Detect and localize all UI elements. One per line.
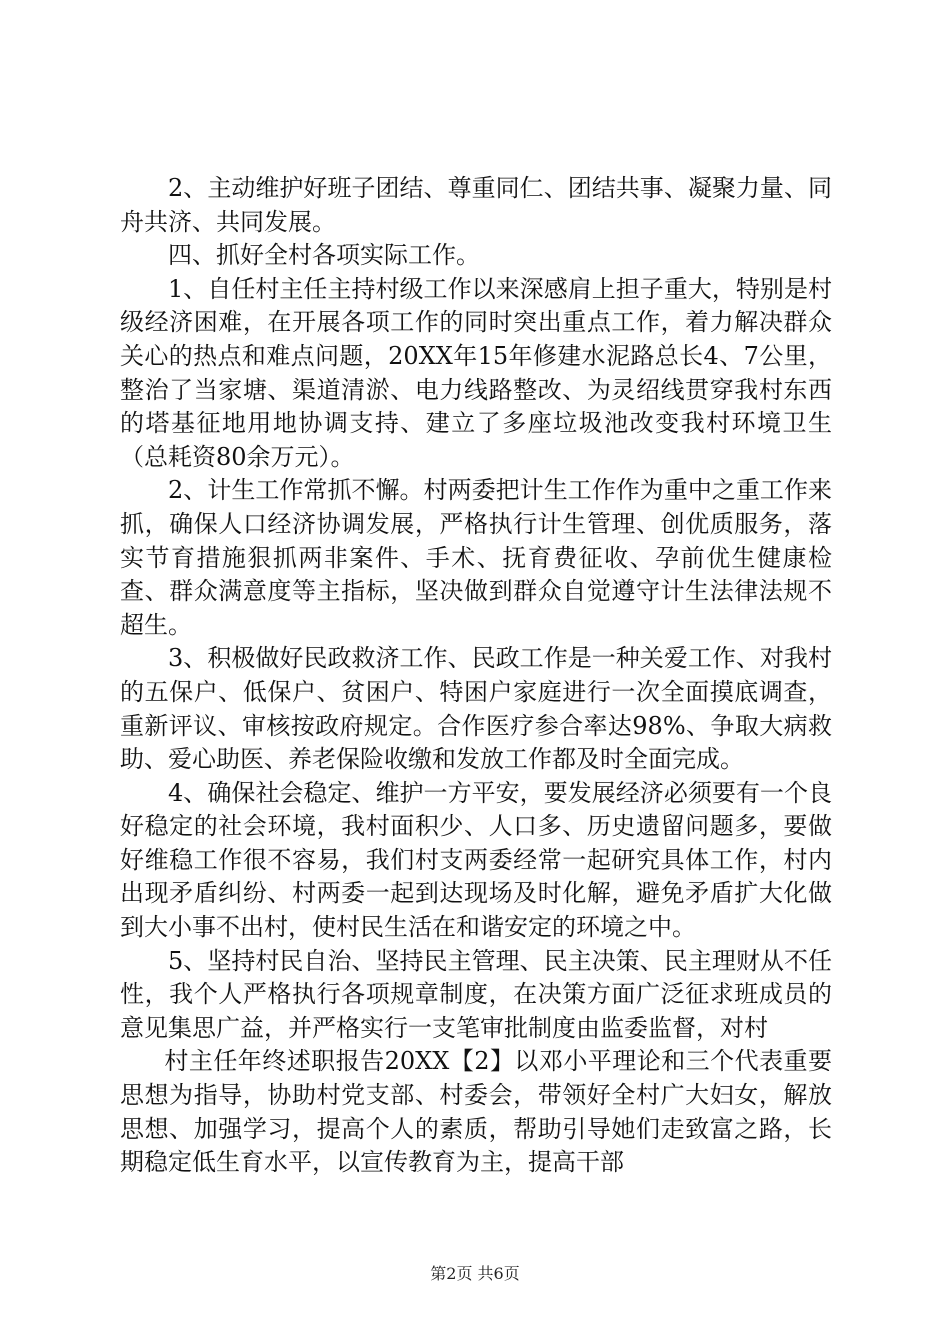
section-heading-village-work: 四、抓好全村各项实际工作。 xyxy=(168,241,480,270)
page-number-label: 第2页 共6页 xyxy=(430,1264,520,1283)
paragraph-civil-relief: 3、积极做好民政救济工作、民政工作是一种关爱工作、对我村的五保户、低保户、贫困户、特困户家庭进行一次全面摸底调查，重新评议、审核按政府规定。合作医疗参合率达98%、争取大病救助、爱心助医、养老保险收缴和发放工作都及时全面完成。 xyxy=(120,644,832,774)
document-body xyxy=(120,172,832,1180)
paragraph-village-economy: 1、自任村主任主持村级工作以来深感肩上担子重大，特别是村级经济困难，在开展各项工作的同时突出重点工作，着力解决群众关心的热点和难点问题，20XX年15年修建水泥路总长4、7公里，整治了当家塘、渠道清淤、电力线路整改、为灵绍线贯穿我村东西的塔基征地用地协调支持、建立了多座垃圾池改变我村环境卫生（总耗资80余万元）。 xyxy=(120,274,832,471)
paragraph-social-stability: 4、确保社会稳定、维护一方平安，要发展经济必须要有一个良好稳定的社会环境，我村面积少、人口多、历史遗留问题多，要做好维稳工作很不容易，我们村支两委经常一起研究具体工作，村内出现矛盾纠纷、村两委一起到达现场及时化解，避免矛盾扩大化做到大小事不出村，使村民生活在和谐安定的环境之中。 xyxy=(120,778,832,942)
page-footer xyxy=(0,1261,950,1284)
paragraph-report-part-2: 村主任年终述职报告20XX【2】以邓小平理论和三个代表重要思想为指导，协助村党支部、村委会，带领好全村广大妇女，解放思想、加强学习，提高个人的素质，帮助引导她们走致富之路，长期稳定低生育水平，以宣传教育为主，提高干部 xyxy=(120,1047,832,1177)
paragraph-family-planning: 2、计生工作常抓不懈。村两委把计生工作作为重中之重工作来抓，确保人口经济协调发展，严格执行计生管理、创优质服务，落实节育措施狠抓两非案件、手术、抚育费征收、孕前优生健康检查、群众满意度等主指标，坚决做到群众自觉遵守计生法律法规不超生。 xyxy=(120,476,832,639)
paragraph-team-unity: 2、主动维护好班子团结、尊重同仁、团结共事、凝聚力量、同舟共济、共同发展。 xyxy=(120,174,832,236)
paragraph-village-autonomy: 5、坚持村民自治、坚持民主管理、民主决策、民主理财从不任性，我个人严格执行各项规章制度，在决策方面广泛征求班成员的意见集思广益，并严格实行一支笔审批制度由监委监督，对村 xyxy=(120,946,832,1042)
